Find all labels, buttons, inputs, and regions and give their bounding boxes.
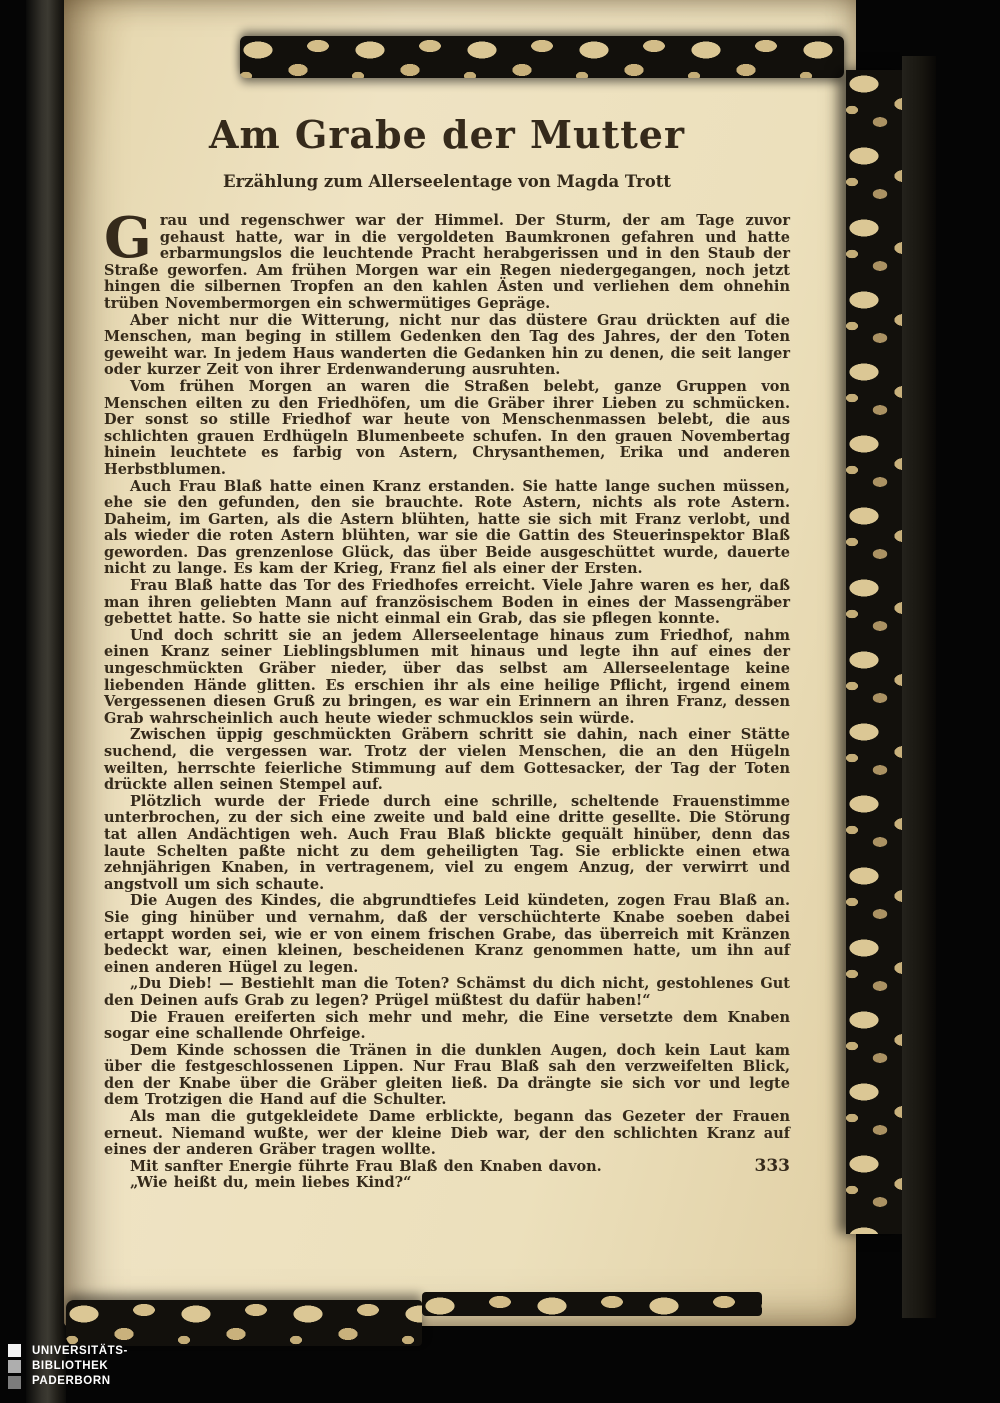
paragraph: Auch Frau Blaß hatte einen Kranz erstanden. Sie hatte lange suchen müssen, ehe sie den gefunden, den sie brauchte. Rote Astern, nichts als rote Astern. Daheim, im Garten, als die Astern blühten, hatte sie sich mit Franz verlobt, und als wieder die roten Astern blühten, war sie die Gattin des Steuerinspektor Blaß geworden. Das grenzenlose Glück, das über Beide ausgeschüttet wurde, dauerte nicht zu lange. Es kam der Krieg, Franz fiel als einer der Ersten. <box>104 477 790 578</box>
paragraph: Vom frühen Morgen an waren die Straßen belebt, ganze Gruppen von Menschen eilten zu den Friedhöfen, um die Gräber ihrer Lieben zu schmücken. Der sonst so stille Friedhof war heute von Menschenmassen belebt, die aus schlichten grauen Erdhügeln Blumenbeete schufen. In den grauen Novembertag hinein leuchtete es farbig von Astern, Chrysanthemen, Erika und anderen Herbstblumen. <box>104 377 790 478</box>
book-page <box>64 0 856 1326</box>
logo-square-3 <box>8 1376 21 1389</box>
library-logo <box>8 1344 21 1389</box>
logo-square-2 <box>8 1360 21 1373</box>
paragraph: Frau Blaß hatte das Tor des Friedhofes erreicht. Viele Jahre waren es her, daß man ihren geliebten Mann auf französischem Boden in eines der Massengräber gebettet hatte. So hatte sie nicht einmal ein Grab, das sie pflegen konnte. <box>104 577 790 628</box>
watermark-line-3: PADERBORN <box>32 1375 111 1387</box>
story-title: Am Grabe der Mutter <box>209 112 685 157</box>
paragraph: Die Frauen ereiferten sich mehr und mehr, die Eine versetzte dem Knaben sogar eine schallende Ohrfeige. <box>104 1008 790 1043</box>
paragraph: Dem Kinde schossen die Tränen in die dunklen Augen, doch kein Laut kam über die festgeschlossenen Lippen. Nur Frau Blaß sah den verzweifelten Blick, den der Knabe über die Gräber gleiten ließ. Da drängte sie sich vor und legte dem Trotzigen die Hand auf die Schulter. <box>104 1041 790 1109</box>
paragraph: „Wie heißt du, mein liebes Kind?“ <box>130 1174 412 1192</box>
story-subtitle: Erzählung zum Allerseelentage von Magda Trott <box>223 172 671 191</box>
paragraph: Und doch schritt sie an jedem Allerseelentage hinaus zum Friedhof, nahm einen Kranz seiner Lieblingsblumen mit hinaus und legte ihn auf eines der ungeschmückten Gräber nieder, über das selbst am Allerseelentage keine liebenden Hände glitten. Es erschien ihr als eine heilige Pflicht, irgend einem Vergessenen diesen Gruß zu bringen, es war ein Erinnern an ihren Franz, dessen Grab wahrscheinlich auch heute wieder schmucklos sein würde. <box>104 626 790 727</box>
library-name <box>32 1344 128 1389</box>
book-spine <box>26 0 66 1403</box>
paragraph: Als man die gutgekleidete Dame erblickte, begann das Gezeter der Frauen erneut. Niemand wußte, wer der kleine Dieb war, der den schlichten Kranz auf eines der anderen Gräber tragen wollte. <box>104 1108 790 1159</box>
paragraph: Die Augen des Kindes, die abgrundtiefes Leid kündeten, zogen Frau Blaß an. Sie ging hinüber und vernahm, daß der verschüchterte Knabe soeben dabei ertappt worden sei, wie er von einem frischen Grabe, das überreich mit Kränzen bedeckt war, einen kleinen, bescheidenen Kranz genommen hatte, um ihn auf einen anderen Hügel zu legen. <box>104 892 790 976</box>
paragraph: Grau und regenschwer war der Himmel. Der Sturm, der am Tage zuvor gehaust hatte, war in die vergoldeten Baumkronen gefahren und hatte erbarmungslos die leuchtende Pracht herabgerissen und in den Staub der Straße geworfen. Am frühen Morgen war ein Regen niedergegangen, noch jetzt hingen die silbernen Tropfen an den kahlen Ästen und verliehen dem ohnehin trüben Novembermorgen ein schwermütiges Gepräge. <box>104 205 790 312</box>
paragraph: Aber nicht nur die Witterung, nicht nur das düstere Grau drückten auf die Menschen, man beging in stillem Gedenken den Tag des Jahres, der den Toten geweiht war. In jedem Haus wanderten die Gedanken hin zu denen, die seit langer oder kurzer Zeit von ihrer Erdenwanderung ausruhten. <box>104 311 790 379</box>
paragraph: Plötzlich wurde der Friede durch eine schrille, scheltende Frauenstimme unterbrochen, zu der sich eine zweite und bald eine dritte gesellte. Die Störung tat allen Andächtigen weh. Auch Frau Blaß blickte gequält hinüber, denn das laute Schelten paßte nicht zu dem geheiligten Tag. Sie erblickte einen etwa zehnjährigen Knaben, in vertragenem, viel zu engem Anzug, der verwirrt und angstvoll um sich schaute. <box>104 792 790 893</box>
page-number: 333 <box>754 1156 790 1176</box>
watermark-line-2: BIBLIOTHEK <box>32 1360 109 1372</box>
marbled-edge-right <box>846 70 908 1234</box>
story-body <box>104 205 790 1192</box>
paragraph: Mit sanfter Energie führte Frau Blaß den Knaben davon. <box>130 1157 602 1175</box>
book-cover-right <box>902 56 936 1318</box>
logo-square-1 <box>8 1344 21 1357</box>
library-watermark <box>8 1344 128 1389</box>
paragraph: „Du Dieb! — Bestiehlt man die Toten? Schämst du dich nicht, gestohlenes Gut den Deinen aufs Grab zu legen? Prügel müßtest du dafür haben!“ <box>104 975 790 1009</box>
text-block <box>104 112 790 1192</box>
marbled-edge-bottom-left <box>66 1300 422 1346</box>
watermark-line-1: UNIVERSITÄTS- <box>32 1345 128 1357</box>
marbled-edge-bottom-right <box>422 1292 762 1316</box>
drop-cap: G <box>104 205 152 271</box>
marbled-edge-top <box>240 36 844 78</box>
paragraph: Zwischen üppig geschmückten Gräbern schritt sie dahin, nach einer Stätte suchend, die vergessen war. Trotz der vielen Menschen, die an den Hügeln weilten, herrschte feierliche Stimmung auf dem Gottesacker, der Tag der Toten drückte allen seinen Stempel auf. <box>104 726 790 794</box>
